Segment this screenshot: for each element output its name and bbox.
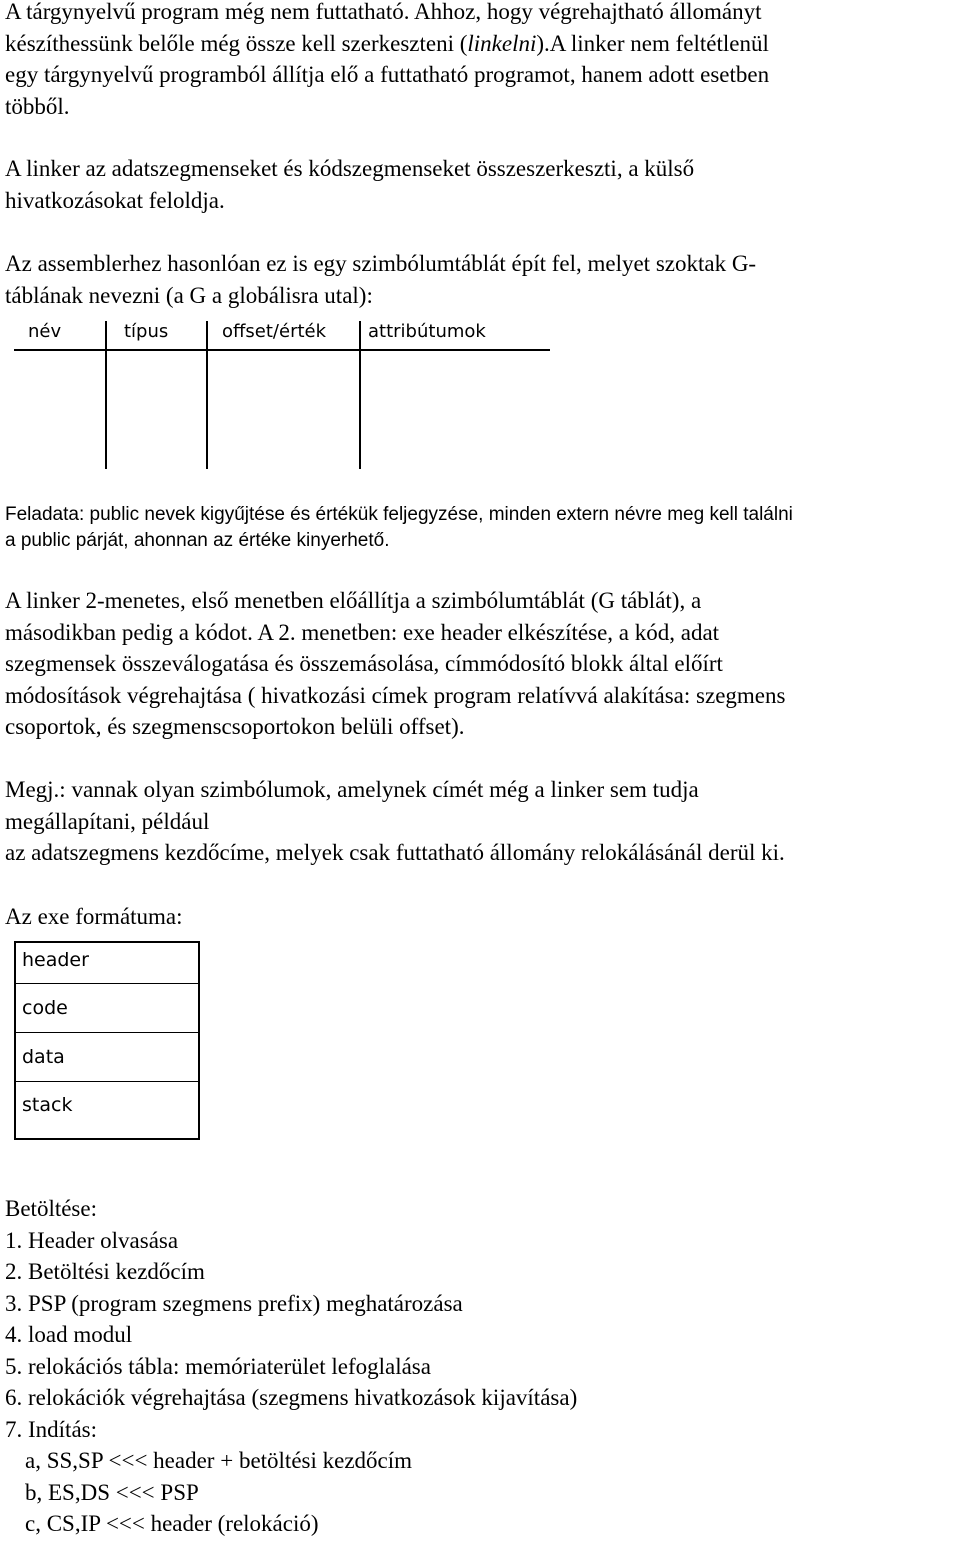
task-paragraph [5, 502, 957, 554]
g-table-header-name: név [28, 321, 62, 342]
loading-step: 4. load modul [5, 1322, 133, 1347]
gtable-paragraph [5, 248, 957, 311]
g-table-divider-1 [105, 321, 107, 469]
exe-divider-3 [16, 1081, 198, 1082]
passes-line-1: A linker 2-menetes, első menetben előállítja a szimbólumtáblát (G táblát), a [5, 588, 702, 613]
intro-paragraph [5, 0, 957, 122]
intro-line-4: többől. [5, 93, 70, 119]
loading-step: 7. Indítás: [5, 1416, 97, 1442]
passes-paragraph [5, 585, 957, 743]
g-table-divider-2 [206, 321, 208, 469]
g-table-divider-3 [359, 321, 361, 469]
exe-format-title: Az exe formátuma: [5, 904, 183, 929]
passes-line-5: csoportok, és szegmenscsoportokon belüli offset). [5, 714, 465, 739]
exe-section-header: header [22, 949, 89, 971]
note-paragraph [5, 774, 957, 869]
task-line-2: a public párját, ahonnan az értéke kinyerhető. [5, 530, 390, 551]
gtable-line-1: Az assemblerhez hasonlóan ez is egy szimbólumtáblát épít fel, melyet szoktak G- [5, 251, 757, 276]
g-table-header-offset: offset/érték [222, 321, 327, 342]
loading-section [5, 1193, 957, 1540]
passes-line-3: szegmensek összeválogatása és összemásolása, címmódosító blokk által előírt [5, 651, 723, 676]
exe-divider-1 [16, 983, 198, 984]
passes-line-4: módosítások végrehajtása ( hivatkozási címek program relatívvá alakítása: szegmens [5, 682, 786, 708]
g-table-header-type: típus [124, 321, 169, 342]
linker-line-1: A linker az adatszegmenseket és kódszegmenseket összeszerkeszti, a külső [5, 156, 695, 181]
linkelni-emphasis: linkelni [467, 30, 537, 56]
g-table-header-rule [14, 349, 550, 351]
intro-line-2: készíthessünk belőle még össze kell szerkeszteni (linkelni).A linker nem feltétlenül [5, 30, 769, 56]
exe-section-stack: stack [22, 1094, 73, 1116]
gtable-line-2: táblának nevezni (a G a globálisra utal): [5, 282, 373, 308]
g-table-header-attributes: attribútumok [368, 321, 486, 342]
loading-steps [5, 1225, 957, 1540]
intro-line-3: egy tárgynyelvű programból állítja elő a futtatható programot, hanem adott esetben [5, 62, 770, 87]
loading-step: 5. relokációs tábla: memóriaterület lefoglalása [5, 1353, 431, 1379]
loading-step: 2. Betöltési kezdőcím [5, 1259, 205, 1284]
loading-step: 3. PSP (program szegmens prefix) meghatározása [5, 1290, 463, 1316]
loading-substep: b, ES,DS <<< PSP [25, 1479, 199, 1505]
exe-format-diagram [14, 941, 200, 1140]
exe-section-code: code [22, 997, 68, 1019]
loading-substep: a, SS,SP <<< header + betöltési kezdőcím [25, 1448, 413, 1473]
linker-paragraph [5, 153, 957, 216]
g-table-diagram [0, 315, 560, 475]
linker-line-2: hivatkozásokat feloldja. [5, 187, 225, 213]
exe-divider-2 [16, 1032, 198, 1033]
loading-step: 1. Header olvasása [5, 1227, 179, 1253]
loading-step: 6. relokációk végrehajtása (szegmens hivatkozások kijavítása) [5, 1385, 578, 1410]
intro-line-1: A tárgynyelvű program még nem futtatható. Ahhoz, hogy végrehajtható állományt [5, 0, 762, 24]
exe-section-data: data [22, 1046, 65, 1068]
loading-title: Betöltése: [5, 1196, 97, 1221]
loading-substep: c, CS,IP <<< header (relokáció) [25, 1511, 319, 1536]
note-line-1: Megj.: vannak olyan szimbólumok, amelynek címét még a linker sem tudja [5, 777, 699, 802]
passes-line-2: másodikban pedig a kódot. A 2. menetben: exe header elkészítése, a kód, adat [5, 619, 720, 645]
note-line-3: az adatszegmens kezdőcíme, melyek csak futtatható állomány relokálásánál derül ki. [5, 840, 785, 865]
note-line-2: megállapítani, például [5, 808, 210, 834]
task-line-1: Feladata: public nevek kigyűjtése és értékük feljegyzése, minden extern névre meg kell találni [5, 504, 793, 525]
